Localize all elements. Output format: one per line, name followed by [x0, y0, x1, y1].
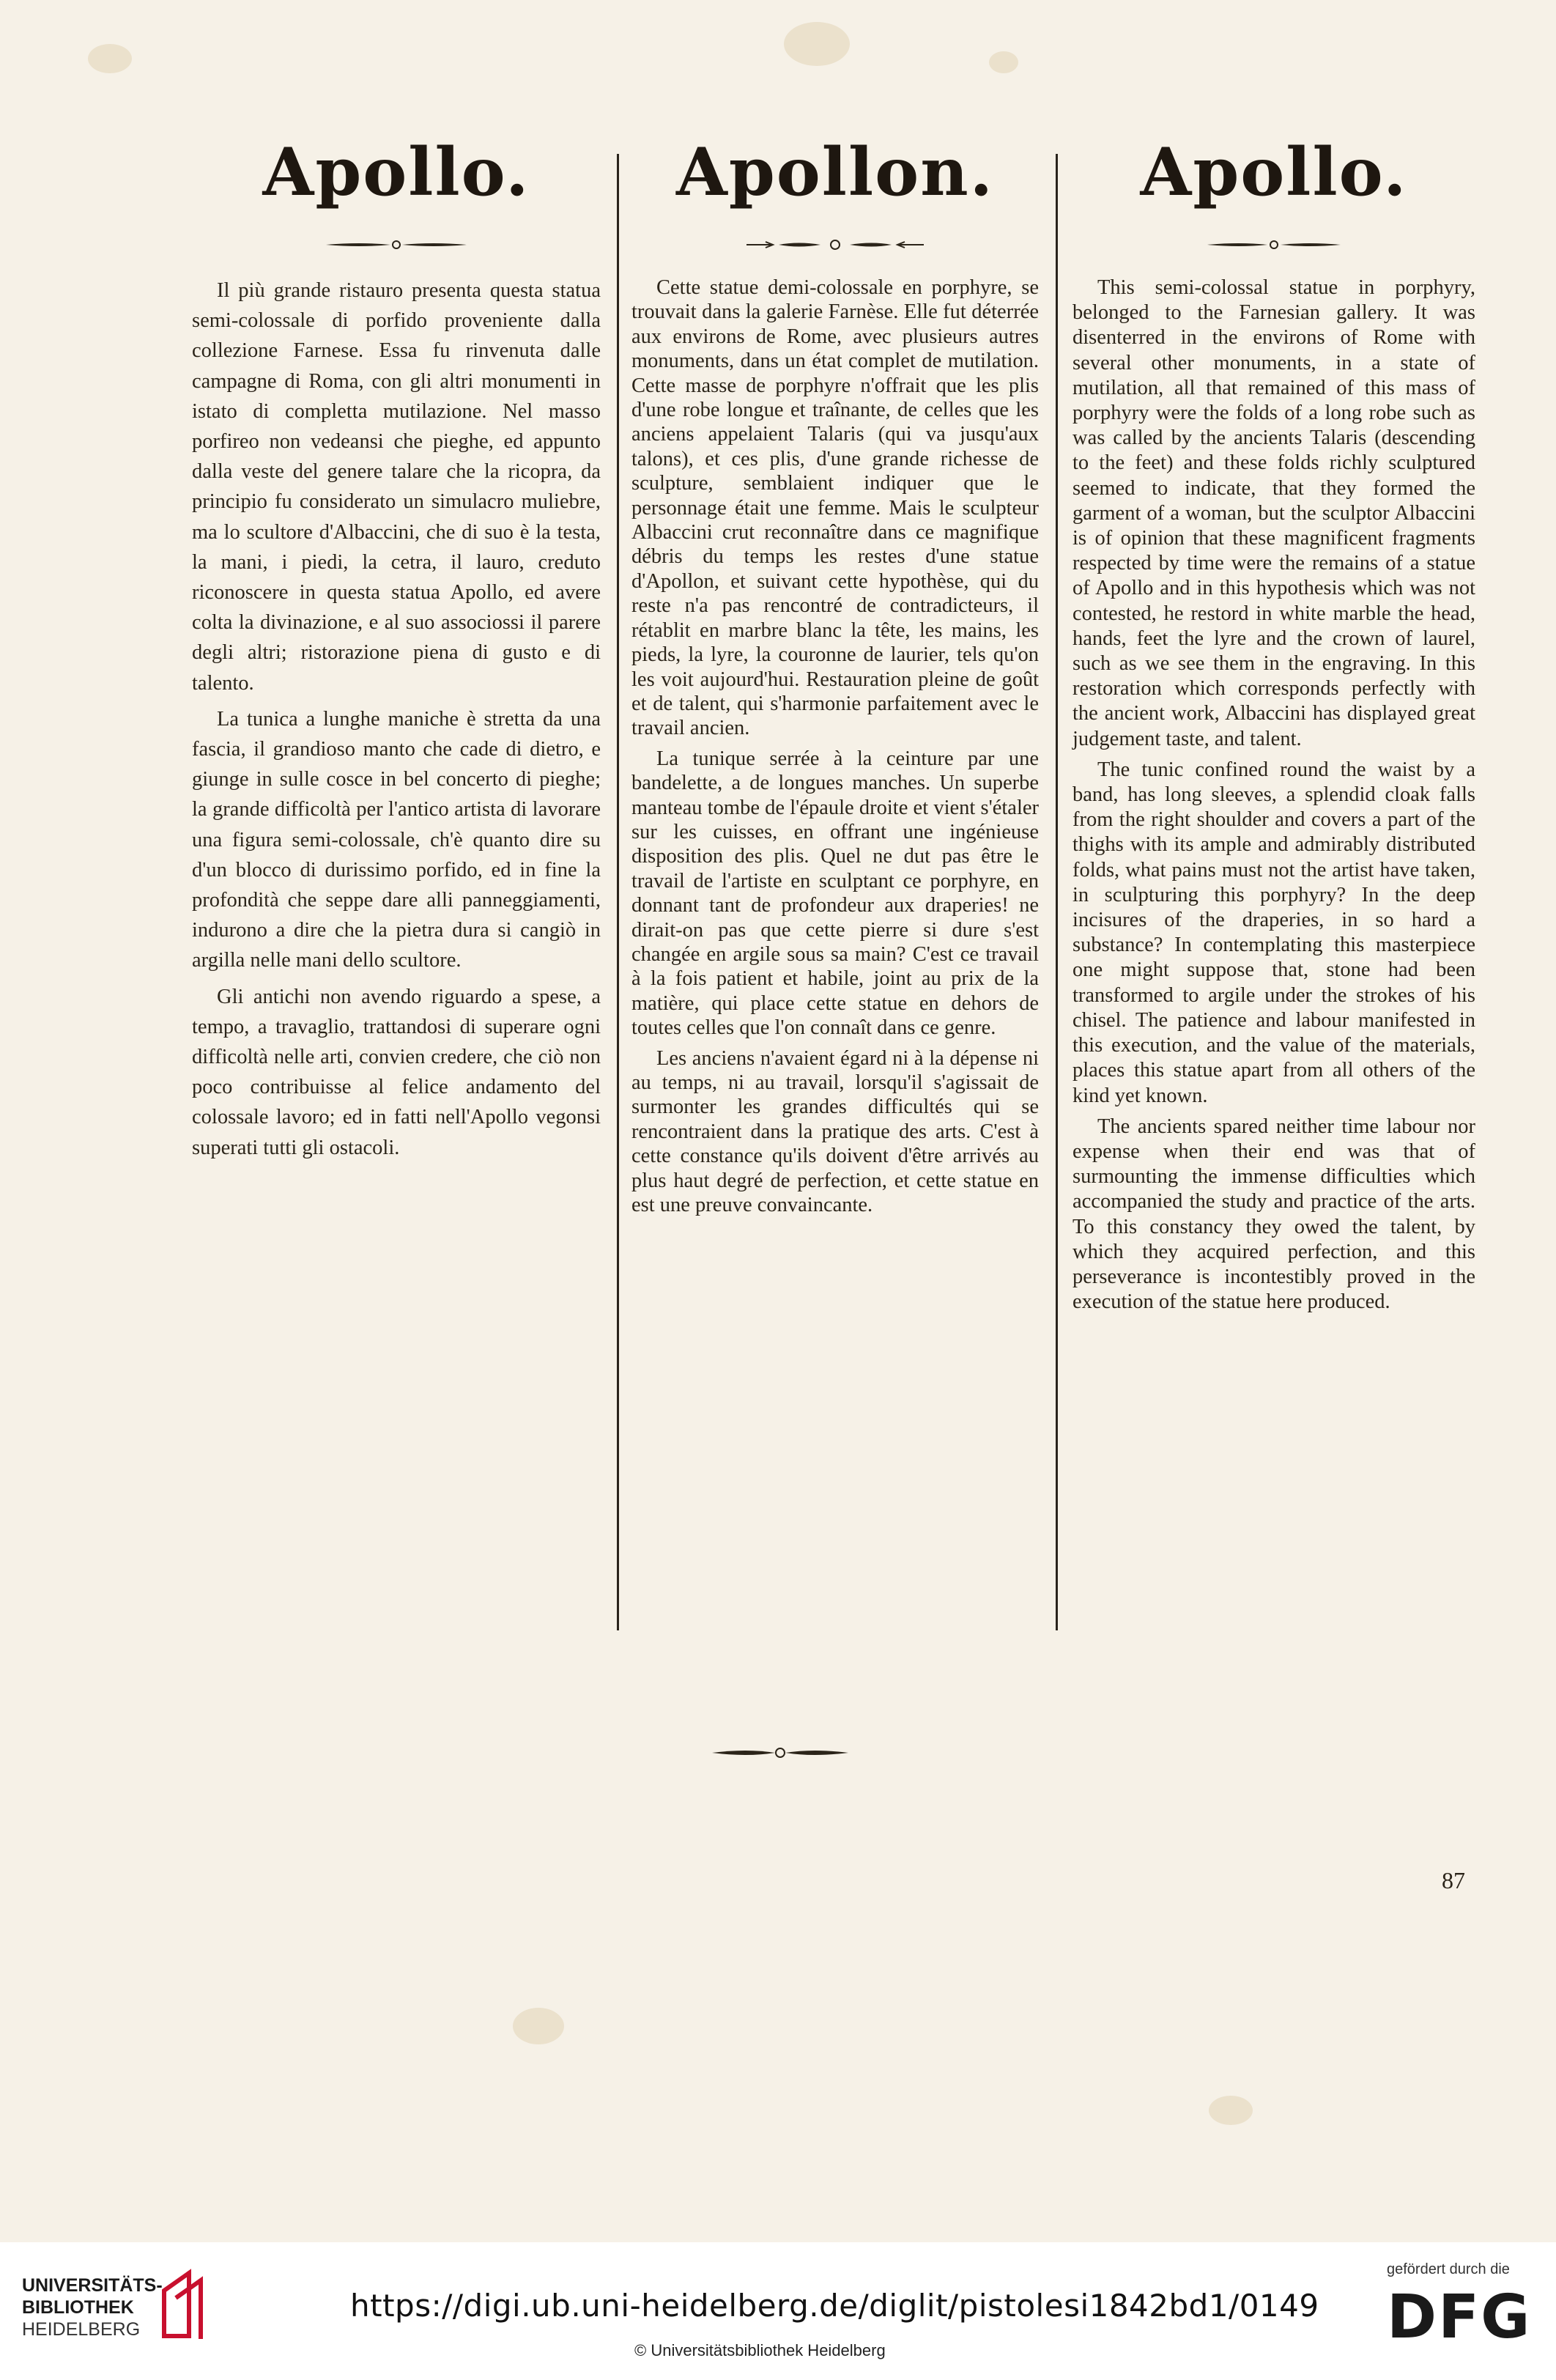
library-logo-icon: [160, 2269, 207, 2342]
funding-note: gefördert durch die: [1387, 2261, 1510, 2277]
library-name: [22, 2274, 163, 2340]
library-name-line: HEIDELBERG: [22, 2319, 141, 2340]
copyright-notice: © Universitätsbibliothek Heidelberg: [634, 2341, 886, 2359]
paragraph: Les anciens n'avaient égard ni à la dépense ni au temps, ni au travail, lorsqu'il s'agissait de surmonter les grandes difficultés qui se rencontraient dans la pratique des arts. C'est à cette constance qu'ils doivent d'être arrivés au plus haut degré de perfection, et cette statue en est une preuve convaincante.: [631, 1046, 1039, 1217]
library-name-line: BIBLIOTHEK: [22, 2297, 134, 2318]
title-ornament: [1204, 239, 1344, 251]
paragraph: La tunica a lunghe maniche è stretta da una fascia, il grandioso manto che cade di dietro, e giunge in sulle cosce in bel concerto di pieghe; la grande difficoltà per l'antico artista di lavorare una figura semi-colossale, ch'è quanto dire su d'un blocco di durissimo porfido, ed in fine la profondità che seppe dare alli panneggiamenti, indurono a dire che la pietra dura si cangiò in argilla nelle mani dello scultore.: [192, 707, 601, 972]
paper-stain: [989, 51, 1018, 73]
column-italian: [192, 132, 601, 1163]
paper-stain: [1209, 2096, 1253, 2125]
dfg-logo-text: DFG: [1387, 2288, 1532, 2346]
paragraph: The tunic confined round the waist by a band, has long sleeves, a splendid cloak falls from the right shoulder and covers a part of the thighs with its ample and admirably distributed folds, what pains must not the artist have taken, in sculpturing this porphyry? In the deep incisures of the draperies, in so hard a substance? In contemplating this masterpiece one might suppose that, stone had been transformed to argile under the strokes of his chisel. The patience and labour manifested in this execution, and the value of the materials, places this statue apart from all others of the kind yet known.: [1072, 758, 1475, 1107]
column-divider: [617, 154, 619, 1630]
column-english: [1072, 132, 1475, 1315]
paragraph: Il più grande ristauro presenta questa statua semi-colossale di porfido proveniente dalla collezione Farnese. Essa fu rinvenuta dalle campagne di Roma, con gli altri monumenti in istato di completta mutilazione. Nel masso porfireo non vedeansi che pieghe, ed appunto dalla veste del genere talare che la ricopra, da principio fu considerato un simulacro muliebre, ma lo scultore d'Albaccini, che di suo è la testa, la mani, i piedi, la cetra, il lauro, creduto riconoscere in questa statua Apollo, ed avere colta la divinazione, e al suo associossi il parere degli altri; ristorazione piena di gusto e di talento.: [192, 279, 601, 695]
column-title-french: Apollon.: [676, 133, 994, 211]
paragraph: Gli antichi non avendo riguardo a spese, a tempo, a travaglio, trattandosi di superare ogni difficoltà nelle arti, convien credere, che ciò non poco contribuisse al felice andamento del colossale lavoro; ed in fatti nell'Apollo vegonsi superati tutti gli ostacoli.: [192, 985, 601, 1159]
paper-stain: [513, 2008, 564, 2044]
library-banner: [0, 2242, 1556, 2380]
column-french: [631, 132, 1039, 1217]
page-number: 87: [1442, 1867, 1465, 1893]
paper-stain: [88, 44, 132, 73]
paragraph: The ancients spared neither time labour nor expense when their end was that of surmounting the immense difficulties which accompanied the study and practice of the arts. To this constancy they owed the talent, by which they acquired perfection, and this perseverance is incontestibly proved in the execution of the statue here produced.: [1072, 1115, 1475, 1314]
permalink-url[interactable]: https://digi.ub.uni-heidelberg.de/diglit/pistolesi1842bd1/0149: [350, 2288, 1319, 2324]
paper-stain: [784, 22, 850, 66]
column-title-english: Apollo.: [1140, 133, 1408, 211]
column-divider: [1056, 154, 1058, 1630]
title-ornament: [744, 239, 927, 251]
dfg-logo-icon: [1387, 2288, 1533, 2346]
footer-ornament: [711, 1744, 850, 1762]
title-ornament: [323, 239, 470, 251]
column-title-italian: Apollo.: [262, 133, 530, 211]
paragraph: This semi-colossal statue in porphyry, belonged to the Farnesian gallery. It was disenterred in the environs of Rome with several other monuments, in a state of mutilation, all that remained of this mass of porphyry were the folds of a long robe such as was called by the ancients Talaris (descending to the feet) and these folds richly sculptured seemed to indicate, that they formed the garment of a woman, but the sculptor Albaccini is of opinion that these magnificent fragments respected by time were the remains of a statue of Apollo and in this hypothesis which was not contested, he restord in white marble the head, hands, feet the lyre and the crown of laurel, such as we see them in the engraving. In this restoration which corresponds perfectly with the ancient work, Albaccini has displayed great judgement taste, and talent.: [1072, 276, 1475, 750]
paragraph: Cette statue demi-colossale en porphyre, se trouvait dans la galerie Farnèse. Elle fut déterrée aux environs de Rome, avec plusieurs autres monuments, dans un état complet de mutilation. Cette masse de porphyre n'offrait que les plis d'une robe longue et traînante, de celles que les anciens appelaient Talaris (qui va jusqu'aux talons), et ces plis, d'une grande richesse de sculpture, semblaient indiquer que le personnage était une femme. Mais le sculpteur Albaccini crut reconnaître dans ce magnifique débris du temps les restes d'une statue d'Apollon, et suivant cette hypothèse, qui du reste n'a pas rencontré de contradicteurs, il rétablit en marbre blanc la tête, les mains, les pieds, la lyre, la couronne de laurier, tels qu'on les voit aujourd'hui. Restauration pleine de goût et de talent, qui s'harmonie parfaitement avec le travail ancien.: [631, 276, 1039, 740]
paragraph: La tunique serrée à la ceinture par une bandelette, a de longues manches. Un superbe manteau tombe de l'épaule droite et vient s'étaler sur les cuisses, en offrant une ingénieuse disposition des plis. Quel ne dut pas être le travail de l'artiste en sculptant ce porphyre, en donnant tant de profondeur aux draperies! ne dirait-on pas que cette pierre si dure s'est changée en argile sous sa main? C'est ce travail à la fois patient et habile, joint au prix de la matière, qui place cette statue en dehors de toutes celles que l'on connaît dans ce genre.: [631, 747, 1039, 1040]
library-name-line: UNIVERSITÄTS-: [22, 2275, 163, 2296]
